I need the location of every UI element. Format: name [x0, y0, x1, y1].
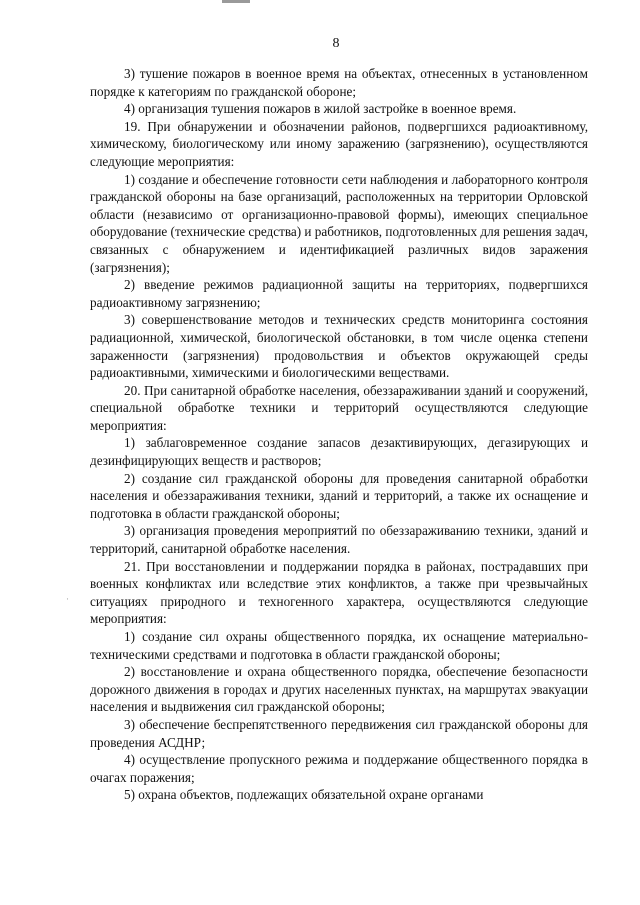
paragraph-item-21-2: 2) восстановление и охрана общественного порядка, обеспечение безопасности дорожного движения в городах и других населенных пунктах, на маршрутах эвакуации населения и выдвижения сил гражданской обороны; — [90, 664, 588, 715]
paragraph-item-18-4: 4) организация тушения пожаров в жилой застройке в военное время. — [124, 101, 517, 117]
paragraph-item-21-5: 5) охрана объектов, подлежащих обязательной охране органами — [124, 787, 484, 803]
paragraph-item-19-3: 3) совершенствование методов и технических средств мониторинга состояния радиационной, химической, биологической обстановки, в том числе оценка степени зараженности (загрязнения) продовольствия и объектов окружающей среды радиоактивными, химическими и биологическими веществами. — [90, 312, 588, 381]
paragraph-item-21-4: 4) осуществление пропускного режима и поддержание общественного порядка в очагах поражения; — [90, 752, 588, 785]
paragraph-item-20-3: 3) организация проведения мероприятий по обеззараживанию техники, зданий и территорий, санитарной обработке населения. — [90, 523, 588, 557]
document-body — [90, 65, 588, 804]
paragraph-item-19-1: 1) создание и обеспечение готовности сети наблюдения и лабораторного контроля гражданской обороны на базе организаций, расположенных на территории Орловской области (независимо от организационно-правовой формы), имеющих специальное оборудование (технические средства) и работников, подготовленных для решения задач, связанных с обнаружением и идентификацией различных видов заражения (загрязнения); — [90, 171, 589, 275]
paragraph-item-18-3: 3) тушение пожаров в военное время на объектах, отнесенных в установленном порядке к категориям по гражданской обороне; — [90, 66, 588, 99]
page-number: 8 — [332, 36, 340, 51]
paragraph-item-20-2: 2) создание сил гражданской обороны для проведения санитарной обработки населения и обеззараживания техники, зданий и территорий, а также их оснащение и подготовка в области гражданской обороны; — [90, 470, 588, 521]
paragraph-section-20: 20. При санитарной обработке населения, обеззараживании зданий и сооружений, специальной обработке техники и территорий осуществляются следующие мероприятия: — [90, 382, 588, 433]
paragraph-item-19-2: 2) введение режимов радиационной защиты на территориях, подвергшихся радиоактивному загрязнению; — [90, 277, 588, 310]
margin-mark: · — [66, 594, 69, 604]
paragraph-item-21-1: 1) создание сил охраны общественного порядка, их оснащение материально-техническими средствами и подготовка в области гражданской обороны; — [90, 629, 588, 662]
paragraph-section-19: 19. При обнаружении и обозначении районов, подвергшихся радиоактивному, химическому, биологическому или иному заражению (загрязнению), осуществляются следующие мероприятия: — [90, 118, 588, 169]
paragraph-section-21: 21. При восстановлении и поддержании порядка в районах, пострадавших при военных конфликтах или вследствие этих конфликтов, а также при чрезвычайных ситуациях природного и техногенного характера, осуществляются следующие мероприятия: — [90, 558, 588, 627]
paragraph-item-20-1: 1) заблаговременное создание запасов дезактивирующих, дегазирующих и дезинфицирующих веществ и растворов; — [90, 435, 588, 469]
scan-artifact — [222, 0, 250, 3]
paragraph-item-21-3: 3) обеспечение беспрепятственного передвижения сил гражданской обороны для проведения АСДНР; — [90, 716, 588, 750]
